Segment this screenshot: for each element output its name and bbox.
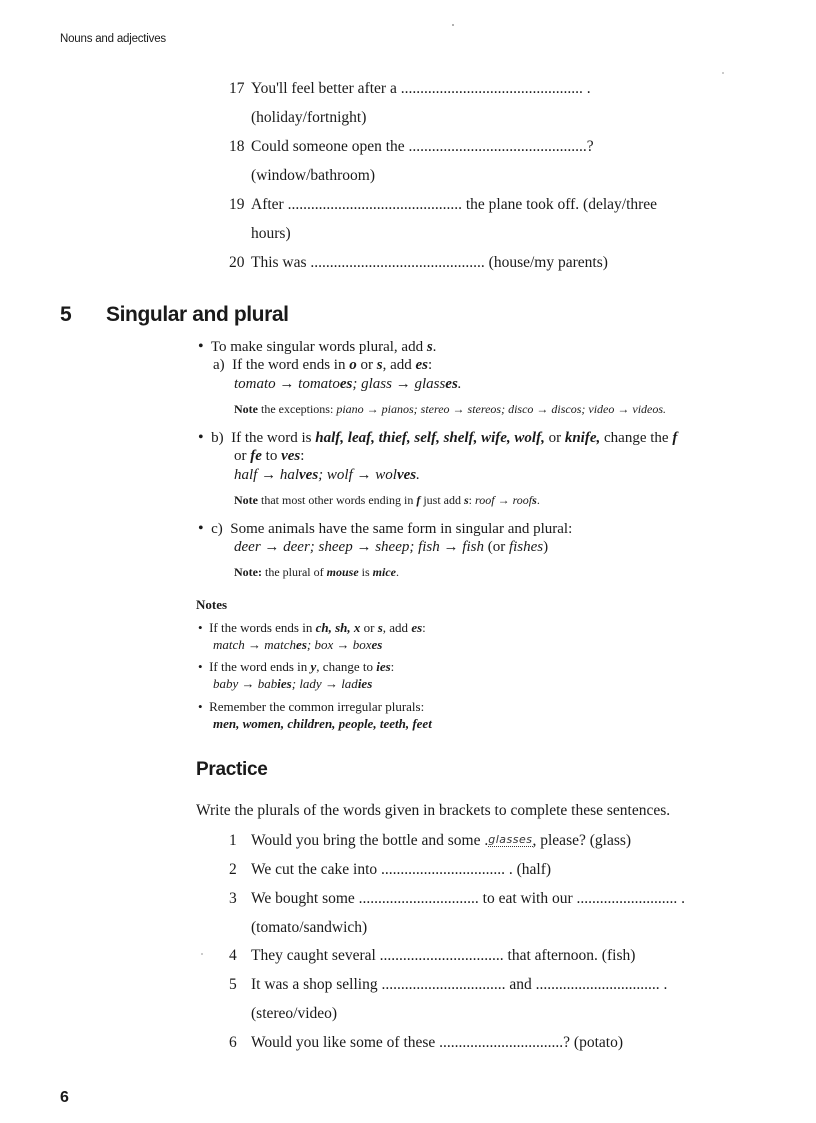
item-number: 1 bbox=[229, 832, 237, 849]
item-number: 20 bbox=[229, 254, 245, 271]
exercise-item-17-cont: (holiday/fortnight) bbox=[251, 109, 367, 126]
item-text: After ............................................. the plane took off. (delay/three bbox=[251, 196, 658, 213]
rule-a-examples: tomato → tomatoes; glass → glasses. bbox=[234, 376, 462, 392]
practice-item-4: 4 They caught several ................................ that afternoon. (fish) bbox=[229, 947, 636, 964]
rule-a: a) If the word ends in o or s, add es: bbox=[213, 357, 433, 373]
rule-b-line2: or fe to ves: bbox=[234, 448, 305, 464]
practice-item-5: 5 It was a shop selling ................................ and ................................ . bbox=[229, 976, 668, 993]
notes-item-1: • If the words ends in ch, sh, x or s, add es: bbox=[198, 620, 426, 635]
bullet-icon: • bbox=[198, 520, 204, 537]
exercise-item-17 bbox=[229, 79, 591, 98]
arrow-icon: → bbox=[279, 376, 295, 392]
practice-item-3: 3 We bought some ............................... to eat with our .......................... . bbox=[229, 890, 686, 907]
item-number: 6 bbox=[229, 1034, 237, 1051]
item-text: This was ............................................. (house/my parents) bbox=[251, 254, 608, 271]
item-number: 4 bbox=[229, 947, 237, 964]
exercise-item-20 bbox=[229, 253, 608, 272]
bullet-icon: • bbox=[198, 699, 203, 714]
notes-item-1-examples: match → matches; box → boxes bbox=[213, 637, 383, 652]
rule-c: • c) Some animals have the same form in singular and plural: bbox=[198, 520, 573, 537]
rule-c-note: Note: the plural of mouse is mice. bbox=[234, 565, 399, 579]
practice-item-1: 1 Would you bring the bottle and some .glasses, please? (glass) bbox=[229, 832, 632, 849]
item-number: 2 bbox=[229, 861, 237, 878]
practice-title: Practice bbox=[196, 759, 268, 780]
notes-title: Notes bbox=[196, 597, 228, 612]
rule-b-examples: half → halves; wolf → wolves. bbox=[234, 467, 420, 483]
scan-speck bbox=[722, 72, 724, 74]
rule-c-examples: deer → deer; sheep → sheep; fish → fish (or fishes) bbox=[234, 539, 549, 555]
bullet-icon: • bbox=[198, 620, 203, 635]
notes-item-2-examples: baby → babies; lady → ladies bbox=[213, 676, 373, 691]
item-text: Could someone open the ..............................................? bbox=[251, 138, 594, 155]
page-number: 6 bbox=[60, 1089, 69, 1106]
running-header: Nouns and adjectives bbox=[60, 33, 166, 45]
section-title: Singular and plural bbox=[106, 303, 289, 326]
notes-item-3-words: men, women, children, people, teeth, feet bbox=[213, 716, 432, 731]
rule-a-note: Note the exceptions: piano → pianos; stereo → stereos; disco → discos; video → videos. bbox=[234, 402, 667, 416]
practice-item-3-cont: (tomato/sandwich) bbox=[251, 919, 368, 936]
practice-instruction: Write the plurals of the words given in brackets to complete these sentences. bbox=[196, 802, 671, 819]
item-number: 3 bbox=[229, 890, 237, 907]
bullet-icon: • bbox=[198, 338, 204, 355]
practice-item-5-cont: (stereo/video) bbox=[251, 1005, 338, 1022]
practice-item-6: 6 Would you like some of these ................................? (potato) bbox=[229, 1034, 623, 1051]
practice-item-2: 2 We cut the cake into ................................ . (half) bbox=[229, 861, 552, 878]
item-text: You'll feel better after a ............................................... . bbox=[251, 80, 591, 97]
item-number: 5 bbox=[229, 976, 237, 993]
scan-speck bbox=[201, 953, 203, 955]
arrow-icon: → bbox=[261, 467, 277, 483]
item-number: 19 bbox=[229, 196, 245, 213]
exercise-item-19 bbox=[229, 195, 657, 214]
arrow-icon: → bbox=[356, 467, 372, 483]
notes-item-3: • Remember the common irregular plurals: bbox=[198, 699, 425, 714]
notes-item-2: • If the word ends in y, change to ies: bbox=[198, 659, 395, 674]
handwritten-answer: glasses bbox=[488, 833, 533, 846]
rule-b: • b) If the word is half, leaf, thief, self, shelf, wife, wolf, or knife, change the f bbox=[198, 429, 678, 446]
item-number: 17 bbox=[229, 80, 245, 97]
exercise-item-18 bbox=[229, 137, 594, 156]
rule-b-note: Note that most other words ending in f just add s: roof → roofs. bbox=[234, 493, 540, 507]
item-number: 18 bbox=[229, 138, 245, 155]
rule-intro: • To make singular words plural, add s. bbox=[198, 338, 437, 355]
bullet-icon: • bbox=[198, 429, 204, 446]
arrow-icon: → bbox=[395, 376, 411, 392]
bullet-icon: • bbox=[198, 659, 203, 674]
arrow-icon: → bbox=[497, 493, 510, 507]
exercise-item-19-cont: hours) bbox=[251, 225, 291, 242]
exercise-item-18-cont: (window/bathroom) bbox=[251, 167, 375, 184]
scan-speck bbox=[452, 24, 454, 26]
section-number: 5 bbox=[60, 303, 72, 326]
